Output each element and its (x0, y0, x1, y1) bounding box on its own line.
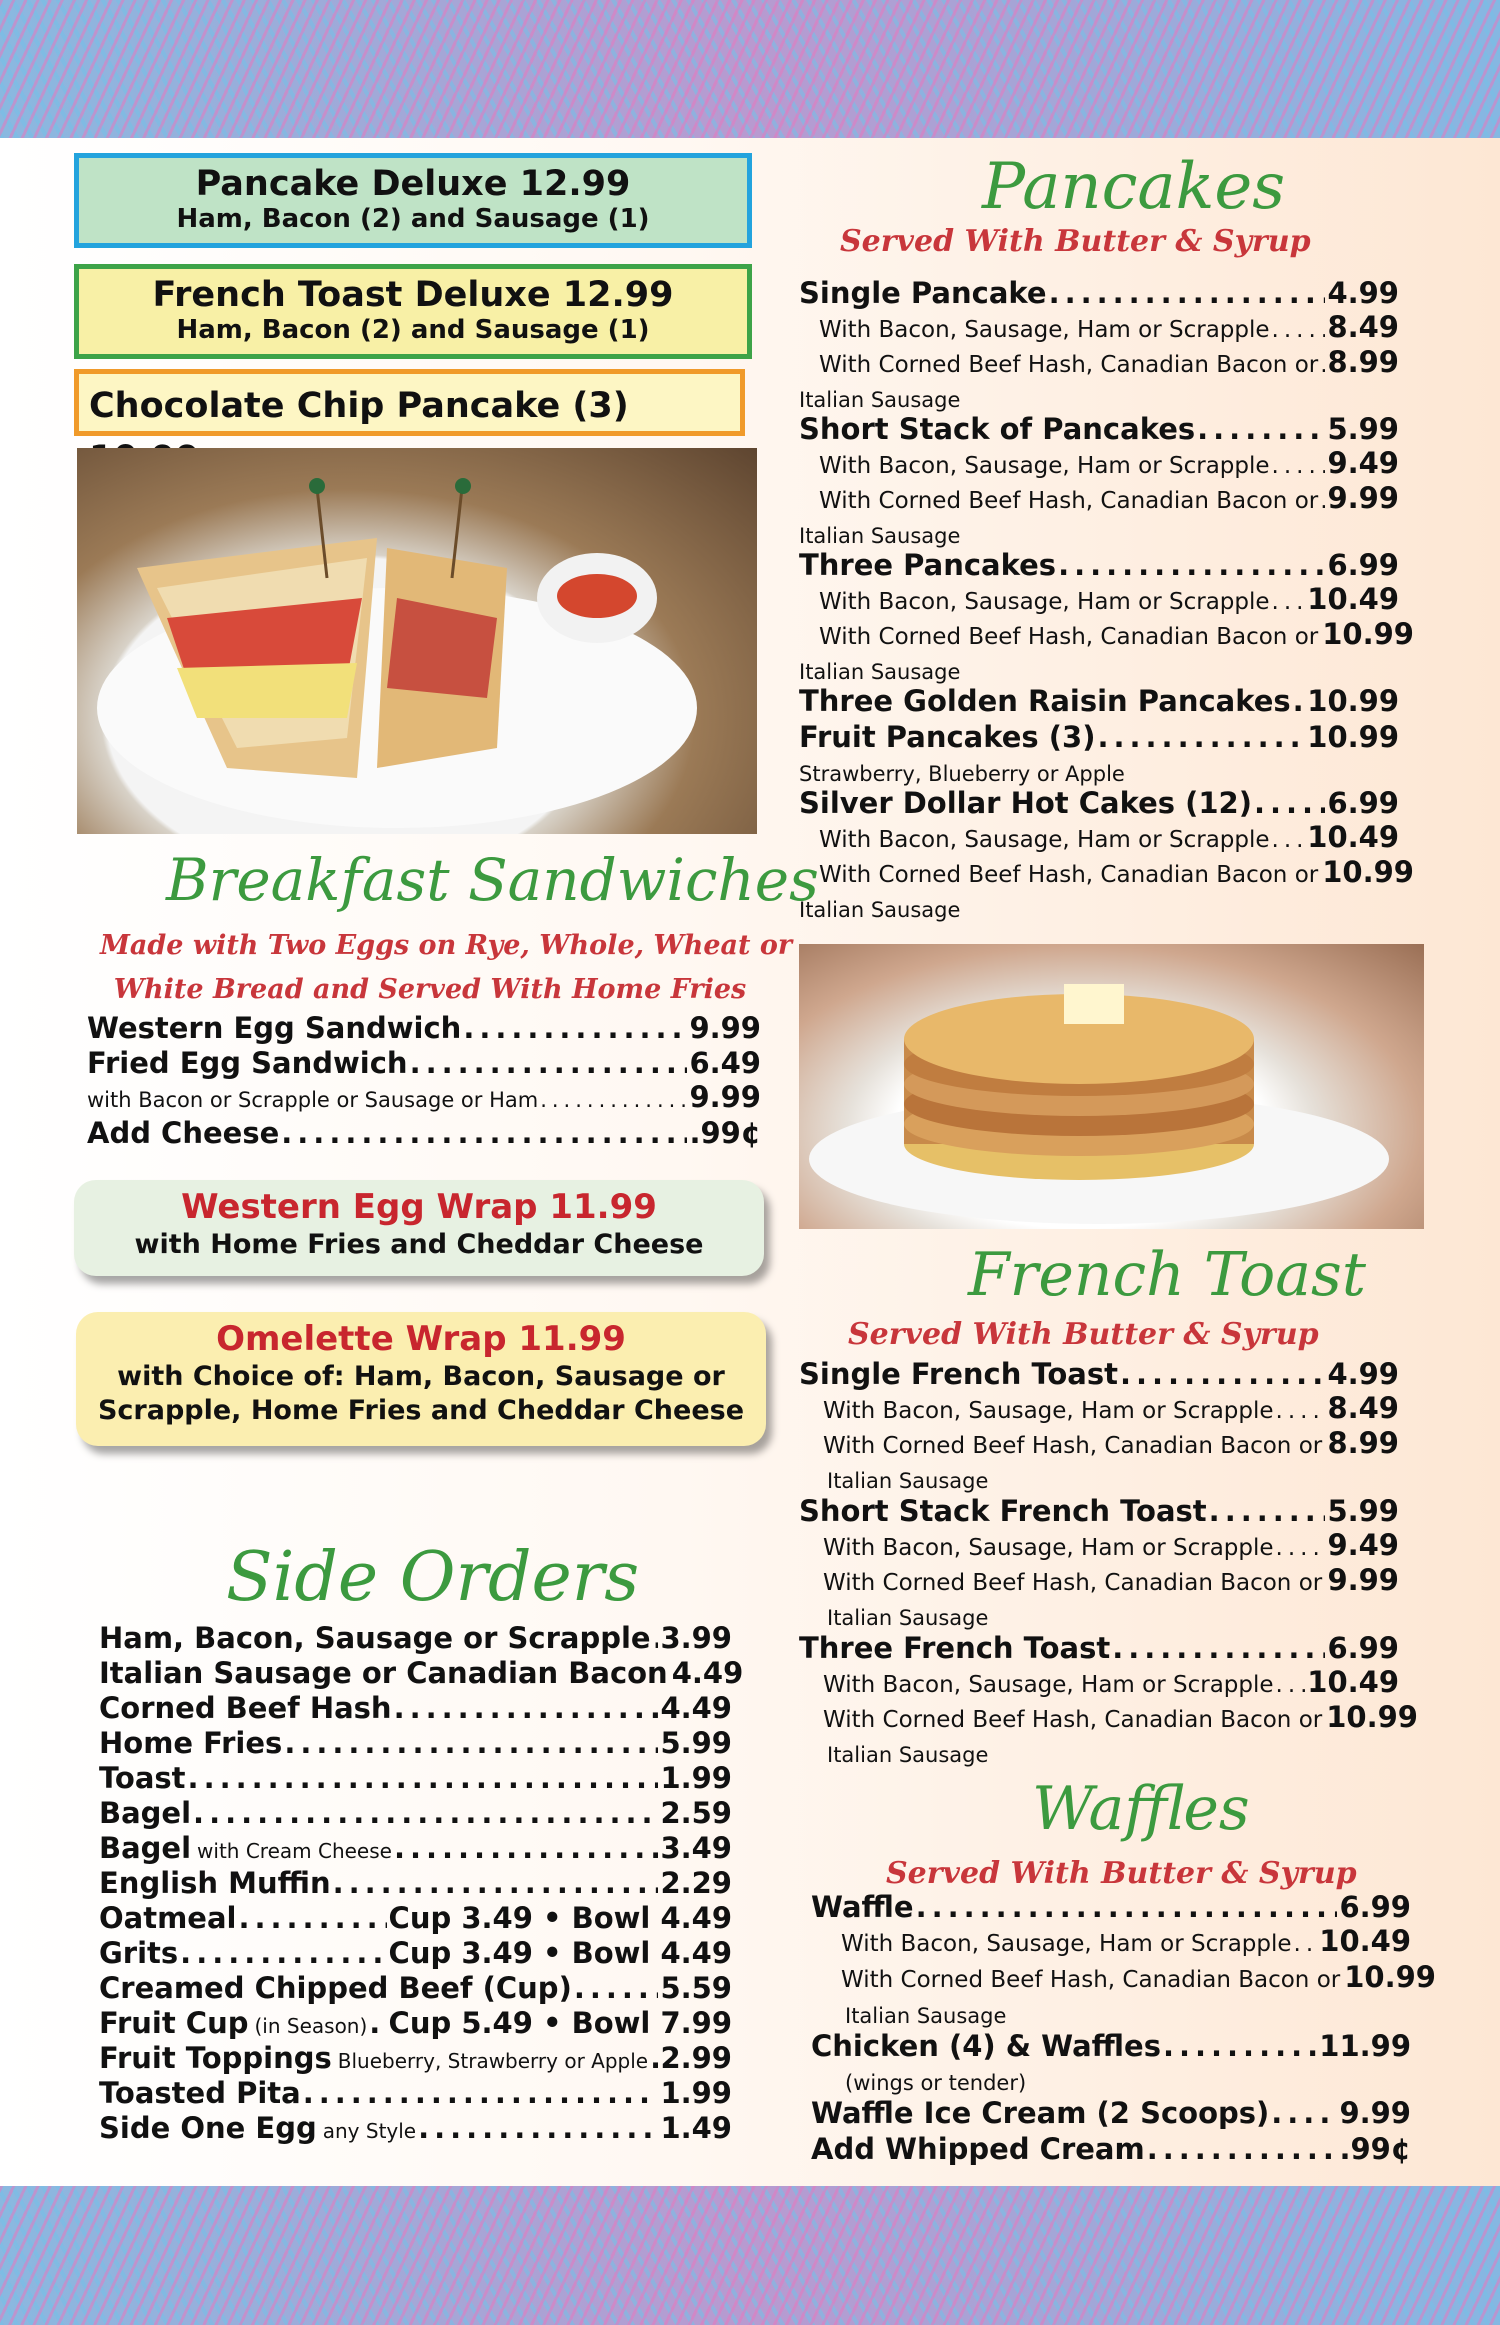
pancake-stack-photo (799, 944, 1424, 1229)
leader-dots (1293, 684, 1306, 719)
menu-item (99, 2111, 732, 2149)
western-egg-wrap-desc: with Home Fries and Cheddar Cheese (134, 1229, 704, 1260)
item-price: 1.49 (660, 2111, 732, 2145)
menu-item (99, 1761, 732, 1796)
item-name: With Corned Beef Hash, Canadian Bacon or (819, 862, 1319, 888)
leader-dots (303, 2076, 659, 2111)
item-name: Waffle (811, 1890, 914, 1924)
item-price: 9.99 (689, 1011, 761, 1045)
leader-dots (1209, 1494, 1326, 1529)
omelette-wrap-desc-2: Scrapple, Home Fries and Cheddar Cheese (97, 1395, 745, 1426)
item-price: 2.99 (660, 2041, 732, 2075)
leader-dots (650, 2041, 658, 2076)
item-price: 1.99 (660, 2076, 732, 2110)
leader-dots (1324, 1431, 1325, 1461)
item-name: With Corned Beef Hash, Canadian Bacon or (819, 352, 1319, 378)
item-name: With Corned Beef Hash, Canadian Bacon or (823, 1433, 1323, 1459)
menu-item-option (819, 312, 1399, 345)
menu-item (87, 1011, 761, 1046)
item-price: 6.99 (1327, 1631, 1399, 1665)
leader-dots (180, 1936, 386, 1971)
item-name: With Bacon, Sausage, Ham or Scrapple (819, 317, 1270, 343)
item-name: Fruit Pancakes (3) (799, 720, 1096, 754)
item-price: 9.49 (1327, 446, 1399, 480)
leader-dots (1276, 1670, 1306, 1700)
menu-item (99, 2041, 732, 2079)
item-name: Three Golden Raisin Pancakes (799, 684, 1291, 718)
sandwich-photo (77, 448, 757, 834)
omelette-wrap-box (76, 1312, 766, 1446)
item-price: Cup 3.49 • Bowl 4.49 (388, 1936, 732, 1970)
leader-dots (1272, 315, 1326, 345)
leader-dots (574, 1971, 659, 2006)
menu-item-option (823, 1667, 1399, 1700)
item-price: 10.49 (1319, 1924, 1411, 1958)
menu-item-option (819, 617, 1414, 652)
item-note: Blueberry, Strawberry or Apple (337, 2049, 649, 2073)
item-note: (in Season) (254, 2014, 368, 2038)
item-note: Italian Sausage (845, 2004, 1007, 2028)
item-name: Single Pancake (799, 276, 1047, 310)
french-toast-heading: French Toast (968, 1240, 1366, 1310)
item-price: 4.49 (660, 1691, 732, 1725)
leader-dots (1294, 1929, 1318, 1959)
menu-item (99, 1866, 732, 1901)
item-price: 5.99 (660, 1726, 732, 1760)
item-name: Silver Dollar Hot Cakes (12) (799, 786, 1252, 820)
item-note: Italian Sausage (799, 524, 961, 548)
item-name: Home Fries (99, 1726, 283, 1760)
waffles-sub: Served With Butter & Syrup (886, 1856, 1357, 1891)
item-name: Add Whipped Cream (811, 2132, 1145, 2166)
item-name: With Corned Beef Hash, Canadian Bacon or (823, 1707, 1323, 1733)
item-note: any Style (322, 2119, 417, 2143)
leader-dots (394, 1831, 658, 1866)
omelette-wrap-desc-1: with Choice of: Ham, Bacon, Sausage or (117, 1361, 725, 1392)
item-price: 3.49 (660, 1831, 732, 1865)
leader-dots (238, 1901, 386, 1936)
western-egg-wrap-box (74, 1180, 764, 1276)
menu-item (799, 1494, 1399, 1529)
item-price: 6.49 (689, 1046, 761, 1080)
item-name: With Corned Beef Hash, Canadian Bacon or (823, 1570, 1323, 1596)
item-price: 9.99 (689, 1080, 761, 1114)
leader-dots (1320, 350, 1325, 380)
item-note: Italian Sausage (827, 1743, 989, 1767)
item-price: 9.99 (1327, 1563, 1399, 1597)
menu-item (99, 1831, 732, 1869)
menu-item (99, 1901, 732, 1936)
item-name: With Bacon, Sausage, Ham or Scrapple (823, 1535, 1274, 1561)
item-name: With Bacon, Sausage, Ham or Scrapple (819, 827, 1270, 853)
item-price: 5.59 (660, 1971, 732, 2005)
menu-item-option (823, 1530, 1399, 1563)
leader-dots (1058, 548, 1325, 583)
item-price: 9.99 (1327, 481, 1399, 515)
chocolate-chip-box (74, 369, 745, 436)
menu-item (799, 276, 1399, 311)
menu-item-option (841, 1960, 1436, 1995)
menu-item-option (823, 1700, 1418, 1735)
waffles-heading: Waffles (1032, 1774, 1250, 1844)
item-name: With Bacon, Sausage, Ham or Scrapple (841, 1931, 1292, 1957)
item-price: .99¢ (1339, 2132, 1411, 2166)
chocolate-chip-title: Chocolate Chip Pancake (3) (89, 386, 629, 426)
menu-item (799, 1357, 1399, 1392)
menu-item (99, 1796, 732, 1831)
pancake-deluxe-title: Pancake Deluxe 12.99 (195, 164, 631, 204)
item-name: With Bacon, Sausage, Ham or Scrapple (819, 589, 1270, 615)
menu-item-option (823, 1565, 1399, 1598)
leader-dots (1112, 1631, 1325, 1666)
menu-item-option (819, 347, 1399, 380)
menu-item-option (819, 584, 1399, 617)
item-note: with Cream Cheese (197, 1839, 392, 1863)
item-price: 10.49 (1307, 820, 1399, 854)
menu-item-option (819, 855, 1414, 890)
menu-item (799, 412, 1399, 447)
item-price: 10.49 (1307, 1665, 1399, 1699)
menu-item (99, 1621, 732, 1656)
breakfast-sub-1: Made with Two Eggs on Rye, Whole, Wheat or (100, 930, 793, 961)
item-price: 8.49 (1327, 1391, 1399, 1425)
item-note: Italian Sausage (799, 660, 961, 684)
menu-item (99, 1726, 732, 1761)
item-note: Strawberry, Blueberry or Apple (799, 762, 1125, 786)
pancakes-sub: Served With Butter & Syrup (840, 224, 1311, 259)
leader-dots (369, 2006, 386, 2041)
leader-dots (653, 1621, 659, 1656)
item-name: Fruit Cup (99, 2006, 249, 2040)
item-note: (wings or tender) (845, 2071, 1027, 2095)
menu-item (811, 1890, 1411, 1925)
item-price: 10.99 (1307, 684, 1399, 718)
item-name: Corned Beef Hash (99, 1691, 392, 1725)
item-name: English Muffin (99, 1866, 331, 1900)
menu-item (99, 1656, 744, 1691)
item-price: .99¢ (689, 1116, 761, 1150)
item-price: 3.99 (660, 1621, 732, 1655)
leader-dots (1276, 1533, 1326, 1563)
breakfast-sub-2: White Bread and Served With Home Fries (113, 974, 747, 1005)
item-name: Three French Toast (799, 1631, 1111, 1665)
item-name: Short Stack of Pancakes (799, 412, 1196, 446)
item-price: 9.49 (1327, 1528, 1399, 1562)
item-price: 8.99 (1327, 1426, 1399, 1460)
pancake-deluxe-sub: Ham, Bacon (2) and Sausage (1) (176, 204, 650, 234)
item-name: Bagel (99, 1796, 192, 1830)
leader-dots (1271, 2096, 1337, 2131)
leader-dots (284, 1726, 658, 1761)
leader-dots (1324, 1568, 1325, 1598)
item-name: With Corned Beef Hash, Canadian Bacon or (819, 624, 1319, 650)
item-name: Waffle Ice Cream (2 Scoops) (811, 2096, 1270, 2130)
leader-dots (410, 1046, 688, 1081)
item-price: 10.99 (1322, 855, 1414, 889)
menu-item (799, 548, 1399, 583)
omelette-wrap-title: Omelette Wrap 11.99 (216, 1319, 626, 1359)
item-note: Italian Sausage (799, 388, 961, 412)
western-egg-wrap-title: Western Egg Wrap 11.99 (181, 1187, 657, 1227)
item-price: 10.99 (1322, 617, 1414, 651)
leader-dots (1147, 2132, 1338, 2167)
leader-dots (1276, 1396, 1326, 1426)
leader-dots (418, 2111, 658, 2146)
item-price: 8.49 (1327, 310, 1399, 344)
breakfast-sandwiches-heading: Breakfast Sandwiches (166, 846, 819, 914)
menu-item (99, 1936, 732, 1971)
top-decorative-band (0, 0, 1500, 138)
item-price: 10.49 (1307, 582, 1399, 616)
leader-dots (333, 1866, 659, 1901)
item-name: Side One Egg (99, 2111, 317, 2145)
leader-dots (394, 1691, 659, 1726)
leader-dots (1097, 720, 1305, 755)
menu-item (799, 1631, 1399, 1666)
item-price: 2.59 (660, 1796, 732, 1830)
item-name: With Bacon, Sausage, Ham or Scrapple (823, 1398, 1274, 1424)
menu-item (87, 1046, 761, 1081)
item-price: 4.99 (1327, 276, 1399, 310)
item-price: 1.99 (660, 1761, 732, 1795)
leader-dots (193, 1796, 658, 1831)
bottom-decorative-band (0, 2186, 1500, 2325)
menu-item (99, 2006, 732, 2044)
item-note: Italian Sausage (827, 1606, 989, 1630)
item-name: With Corned Beef Hash, Canadian Bacon or (819, 488, 1319, 514)
item-name: Fried Egg Sandwich (87, 1046, 408, 1080)
leader-dots (1120, 1357, 1325, 1392)
item-price: 4.99 (1327, 1357, 1399, 1391)
menu-item-option (823, 1393, 1399, 1426)
item-name: Short Stack French Toast (799, 1494, 1207, 1528)
item-price: 10.99 (1326, 1700, 1418, 1734)
item-price: Cup 3.49 • Bowl 4.49 (388, 1901, 732, 1935)
menu-item (811, 2096, 1411, 2131)
french-toast-deluxe-title: French Toast Deluxe 12.99 (152, 275, 674, 315)
item-name: Western Egg Sandwich (87, 1011, 462, 1045)
item-name: Creamed Chipped Beef (Cup) (99, 1971, 572, 2005)
item-price: 11.99 (1319, 2029, 1411, 2063)
item-price: 10.99 (1307, 720, 1399, 754)
leader-dots (1254, 786, 1325, 821)
item-note: Italian Sausage (799, 898, 961, 922)
french-toast-deluxe-box (74, 264, 752, 359)
item-name: Fruit Toppings (99, 2041, 332, 2075)
item-price: 6.99 (1327, 548, 1399, 582)
item-name: Add Cheese (87, 1116, 280, 1150)
item-name: Grits (99, 1936, 179, 1970)
menu-item-option (819, 483, 1399, 516)
item-name: Chicken (4) & Waffles (811, 2029, 1161, 2063)
leader-dots (916, 1890, 1338, 1925)
menu-item (811, 2132, 1411, 2167)
item-name: With Corned Beef Hash, Canadian Bacon or (841, 1967, 1341, 1993)
item-price: 6.99 (1339, 1890, 1411, 1924)
leader-dots (1049, 276, 1326, 311)
leader-dots (1197, 412, 1325, 447)
menu-item-option (841, 1926, 1411, 1959)
item-name: Bagel (99, 1831, 192, 1865)
item-price: Cup 5.49 • Bowl 7.99 (388, 2006, 732, 2040)
menu-item (811, 2029, 1411, 2064)
item-name: Toasted Pita (99, 2076, 301, 2110)
menu-item-option (823, 1428, 1399, 1461)
menu-item (799, 720, 1399, 755)
item-price: 10.99 (1344, 1960, 1436, 1994)
menu-item (99, 1971, 732, 2006)
item-price: 6.99 (1327, 786, 1399, 820)
item-name: Italian Sausage or Canadian Bacon (99, 1656, 668, 1690)
leader-dots (188, 1761, 659, 1796)
item-name: with Bacon or Scrapple or Sausage or Ham (87, 1088, 539, 1112)
menu-item (87, 1082, 761, 1115)
leader-dots (281, 1116, 687, 1151)
menu-item (799, 786, 1399, 821)
item-price: 5.99 (1327, 1494, 1399, 1528)
item-price: 8.99 (1327, 345, 1399, 379)
pancake-deluxe-box (74, 153, 752, 248)
item-price: 4.49 (671, 1656, 744, 1690)
leader-dots (463, 1011, 687, 1046)
item-name: Toast (99, 1761, 186, 1795)
item-name: With Bacon, Sausage, Ham or Scrapple (823, 1672, 1274, 1698)
item-name: Oatmeal (99, 1901, 237, 1935)
menu-item (99, 2076, 732, 2111)
french-toast-sub: Served With Butter & Syrup (848, 1317, 1319, 1352)
leader-dots (1272, 451, 1326, 481)
leader-dots (1272, 825, 1306, 855)
leader-dots (1272, 587, 1306, 617)
item-name: Ham, Bacon, Sausage or Scrapple (99, 1621, 651, 1655)
leader-dots (1163, 2029, 1317, 2064)
leader-dots (1320, 486, 1325, 516)
french-toast-deluxe-sub: Ham, Bacon (2) and Sausage (1) (176, 315, 650, 345)
item-name: With Bacon, Sausage, Ham or Scrapple (819, 453, 1270, 479)
menu-item-option (819, 448, 1399, 481)
side-orders-heading: Side Orders (226, 1538, 640, 1617)
item-note: Italian Sausage (827, 1469, 989, 1493)
menu-item (87, 1116, 761, 1151)
leader-dots (540, 1085, 687, 1115)
item-name: Single French Toast (799, 1357, 1118, 1391)
pancakes-heading: Pancakes (982, 150, 1286, 224)
menu-item-option (819, 822, 1399, 855)
item-name: Three Pancakes (799, 548, 1057, 582)
menu-item (99, 1691, 732, 1726)
menu-item (799, 684, 1399, 719)
item-price: 9.99 (1339, 2096, 1411, 2130)
item-price: 5.99 (1327, 412, 1399, 446)
item-price: 2.29 (660, 1866, 732, 1900)
